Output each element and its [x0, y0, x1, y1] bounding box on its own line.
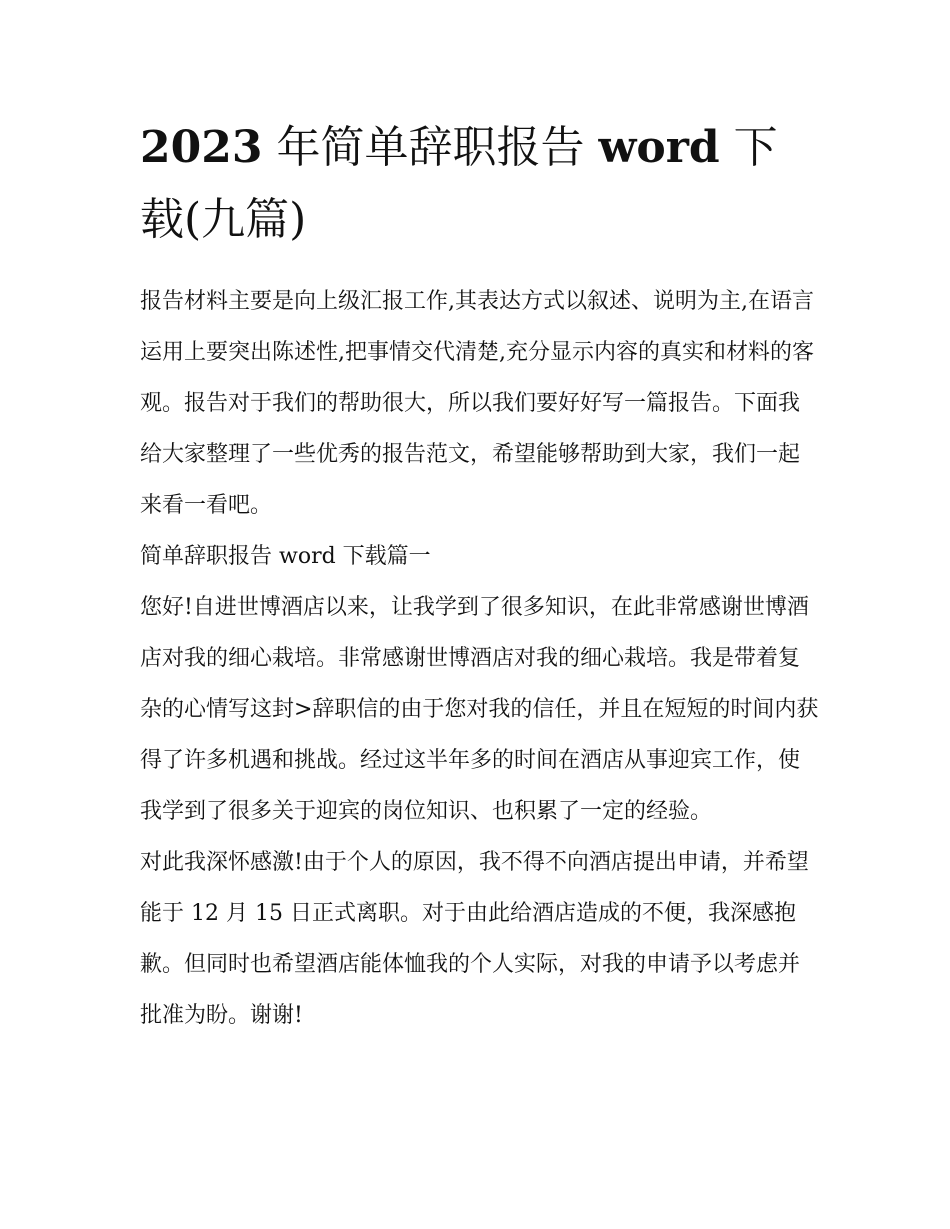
body-paragraph-1: 您好!自进世博酒店以来，让我学到了很多知识，在此非常感谢世博酒店对我的细心栽培。非常感谢世博酒店对我的细心栽培。我是带着复杂的心情写这封>辞职信的由于您对我的信任，并且在短短的时间内获得了许多机遇和挑战。经过这半年多的时间在酒店从事迎宾工作，使我学到了很多关于迎宾的岗位知识、也积累了一定的经验。	[140, 595, 819, 824]
document-title	[140, 112, 820, 256]
title-main: 年简单辞职报告	[276, 122, 585, 173]
intro-paragraph: 报告材料主要是向上级汇报工作,其表达方式以叙述、说明为主,在语言运用上要突出陈述性,把事情交代清楚,充分显示内容的真实和材料的客观。报告对于我们的帮助很大，所以我们要好好写一篇报告。下面我给大家整理了一些优秀的报告范文，希望能够帮助到大家，我们一起来看一看吧。	[140, 289, 814, 518]
document-body	[140, 112, 820, 1041]
body-paragraph-2: 对此我深怀感激!由于个人的原因，我不得不向酒店提出申请，并希望能于 12 月 15 日正式离职。对于由此给酒店造成的不便，我深感抱歉。但同时也希望酒店能体恤我的个人实际，对我的申请予以考虑并批准为盼。谢谢!	[140, 850, 809, 1028]
title-word: word	[598, 122, 720, 173]
title-suffix: 下载(九篇)	[140, 122, 778, 245]
title-year: 2023	[140, 122, 263, 173]
section-heading: 简单辞职报告 word 下载篇一	[140, 544, 431, 569]
